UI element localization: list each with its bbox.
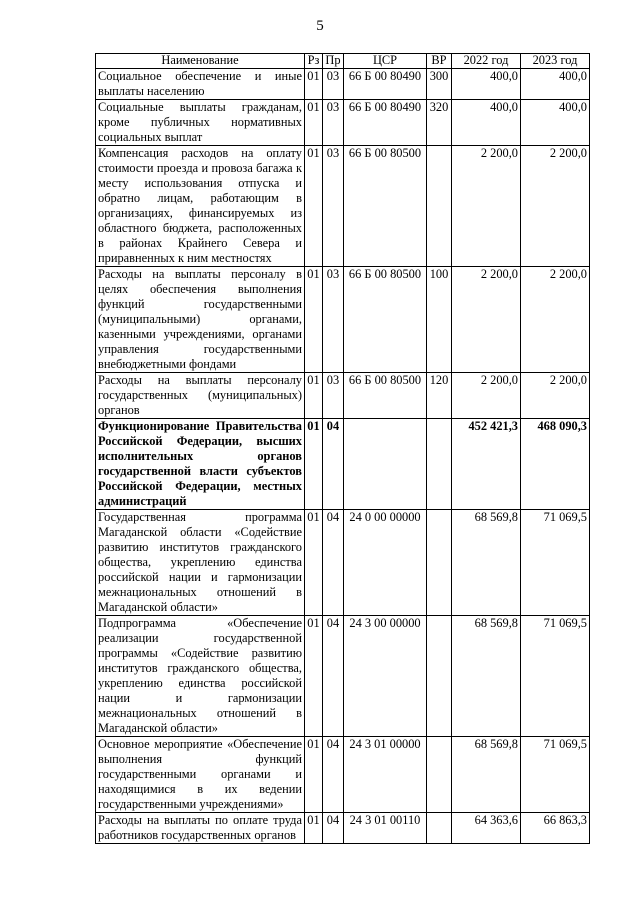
table-row xyxy=(96,373,590,419)
row-vr: 320 xyxy=(427,100,452,146)
row-name: Расходы на выплаты персоналу в целях обеспечения выполнения функций государственными (муниципальными) органами, казенными учреждениями, органами управления государственными внебюджетными фондами xyxy=(96,267,305,373)
row-pr: 03 xyxy=(323,100,344,146)
budget-table xyxy=(95,53,590,844)
row-csr: 24 3 01 00110 xyxy=(344,813,427,844)
row-pr: 04 xyxy=(323,616,344,737)
row-name: Компенсация расходов на оплату стоимости проезда и провоза багажа к месту использования отпуска и обратно лицам, работающим в организациях, финансируемых из областного бюджета, расположенных в районах Крайнего Севера и приравненных к ним местностях xyxy=(96,146,305,267)
row-vr xyxy=(427,616,452,737)
row-value-2022: 68 569,8 xyxy=(452,510,521,616)
row-rz: 01 xyxy=(305,146,323,267)
row-name: Социальное обеспечение и иные выплаты населению xyxy=(96,69,305,100)
table-row xyxy=(96,813,590,844)
col-header-csr: ЦСР xyxy=(344,54,427,69)
row-name: Подпрограмма «Обеспечение реализации государственной программы «Содействие развитию институтов гражданского общества, укреплению единства российской нации и гармонизации межнациональных отношений в Магаданской области» xyxy=(96,616,305,737)
row-vr xyxy=(427,737,452,813)
table-row xyxy=(96,419,590,510)
col-header-vr: ВР xyxy=(427,54,452,69)
row-rz: 01 xyxy=(305,69,323,100)
table-row xyxy=(96,737,590,813)
table-row xyxy=(96,100,590,146)
row-value-2023: 2 200,0 xyxy=(521,373,590,419)
row-vr xyxy=(427,146,452,267)
col-header-pr: Пр xyxy=(323,54,344,69)
row-pr: 03 xyxy=(323,267,344,373)
row-csr: 66 Б 00 80500 xyxy=(344,146,427,267)
row-value-2023: 468 090,3 xyxy=(521,419,590,510)
row-value-2023: 71 069,5 xyxy=(521,737,590,813)
row-value-2022: 64 363,6 xyxy=(452,813,521,844)
row-value-2022: 2 200,0 xyxy=(452,146,521,267)
row-rz: 01 xyxy=(305,813,323,844)
row-rz: 01 xyxy=(305,419,323,510)
row-rz: 01 xyxy=(305,267,323,373)
row-value-2023: 2 200,0 xyxy=(521,267,590,373)
row-vr: 300 xyxy=(427,69,452,100)
row-rz: 01 xyxy=(305,510,323,616)
row-value-2022: 2 200,0 xyxy=(452,267,521,373)
row-rz: 01 xyxy=(305,616,323,737)
row-value-2022: 400,0 xyxy=(452,100,521,146)
row-name: Основное мероприятие «Обеспечение выполнения функций государственными органами и находящимися в их ведении государственными учреждениями» xyxy=(96,737,305,813)
table-row xyxy=(96,69,590,100)
row-csr: 66 Б 00 80500 xyxy=(344,267,427,373)
row-name: Социальные выплаты гражданам, кроме публичных нормативных социальных выплат xyxy=(96,100,305,146)
row-value-2022: 68 569,8 xyxy=(452,737,521,813)
row-value-2022: 2 200,0 xyxy=(452,373,521,419)
col-header-rz: Рз xyxy=(305,54,323,69)
row-rz: 01 xyxy=(305,373,323,419)
row-vr: 120 xyxy=(427,373,452,419)
row-value-2022: 400,0 xyxy=(452,69,521,100)
row-value-2023: 2 200,0 xyxy=(521,146,590,267)
row-rz: 01 xyxy=(305,100,323,146)
table-row xyxy=(96,510,590,616)
row-csr: 66 Б 00 80490 xyxy=(344,69,427,100)
col-header-2022: 2022 год xyxy=(452,54,521,69)
row-pr: 04 xyxy=(323,813,344,844)
row-value-2023: 71 069,5 xyxy=(521,616,590,737)
row-pr: 03 xyxy=(323,146,344,267)
row-value-2023: 66 863,3 xyxy=(521,813,590,844)
table-row xyxy=(96,267,590,373)
row-csr xyxy=(344,419,427,510)
row-vr xyxy=(427,510,452,616)
row-vr xyxy=(427,419,452,510)
row-pr: 03 xyxy=(323,373,344,419)
row-csr: 24 0 00 00000 xyxy=(344,510,427,616)
row-name: Функционирование Правительства Российской Федерации, высших исполнительных органов государственной власти субъектов Российской Федерации, местных администраций xyxy=(96,419,305,510)
row-pr: 04 xyxy=(323,510,344,616)
row-pr: 04 xyxy=(323,419,344,510)
table-header-row xyxy=(96,54,590,69)
row-csr: 24 3 00 00000 xyxy=(344,616,427,737)
table-row xyxy=(96,146,590,267)
row-name: Расходы на выплаты по оплате труда работников государственных органов xyxy=(96,813,305,844)
row-csr: 24 3 01 00000 xyxy=(344,737,427,813)
page-number: 5 xyxy=(316,18,324,34)
row-vr xyxy=(427,813,452,844)
row-value-2022: 68 569,8 xyxy=(452,616,521,737)
row-value-2023: 400,0 xyxy=(521,69,590,100)
row-pr: 03 xyxy=(323,69,344,100)
col-header-2023: 2023 год xyxy=(521,54,590,69)
row-csr: 66 Б 00 80500 xyxy=(344,373,427,419)
row-value-2023: 400,0 xyxy=(521,100,590,146)
row-rz: 01 xyxy=(305,737,323,813)
col-header-name: Наименование xyxy=(96,54,305,69)
row-value-2022: 452 421,3 xyxy=(452,419,521,510)
row-value-2023: 71 069,5 xyxy=(521,510,590,616)
table-row xyxy=(96,616,590,737)
row-csr: 66 Б 00 80490 xyxy=(344,100,427,146)
row-name: Расходы на выплаты персоналу государственных (муниципальных) органов xyxy=(96,373,305,419)
row-pr: 04 xyxy=(323,737,344,813)
row-name: Государственная программа Магаданской области «Содействие развитию институтов гражданского общества, укреплению единства российской нации и гармонизации межнациональных отношений в Магаданской области» xyxy=(96,510,305,616)
row-vr: 100 xyxy=(427,267,452,373)
